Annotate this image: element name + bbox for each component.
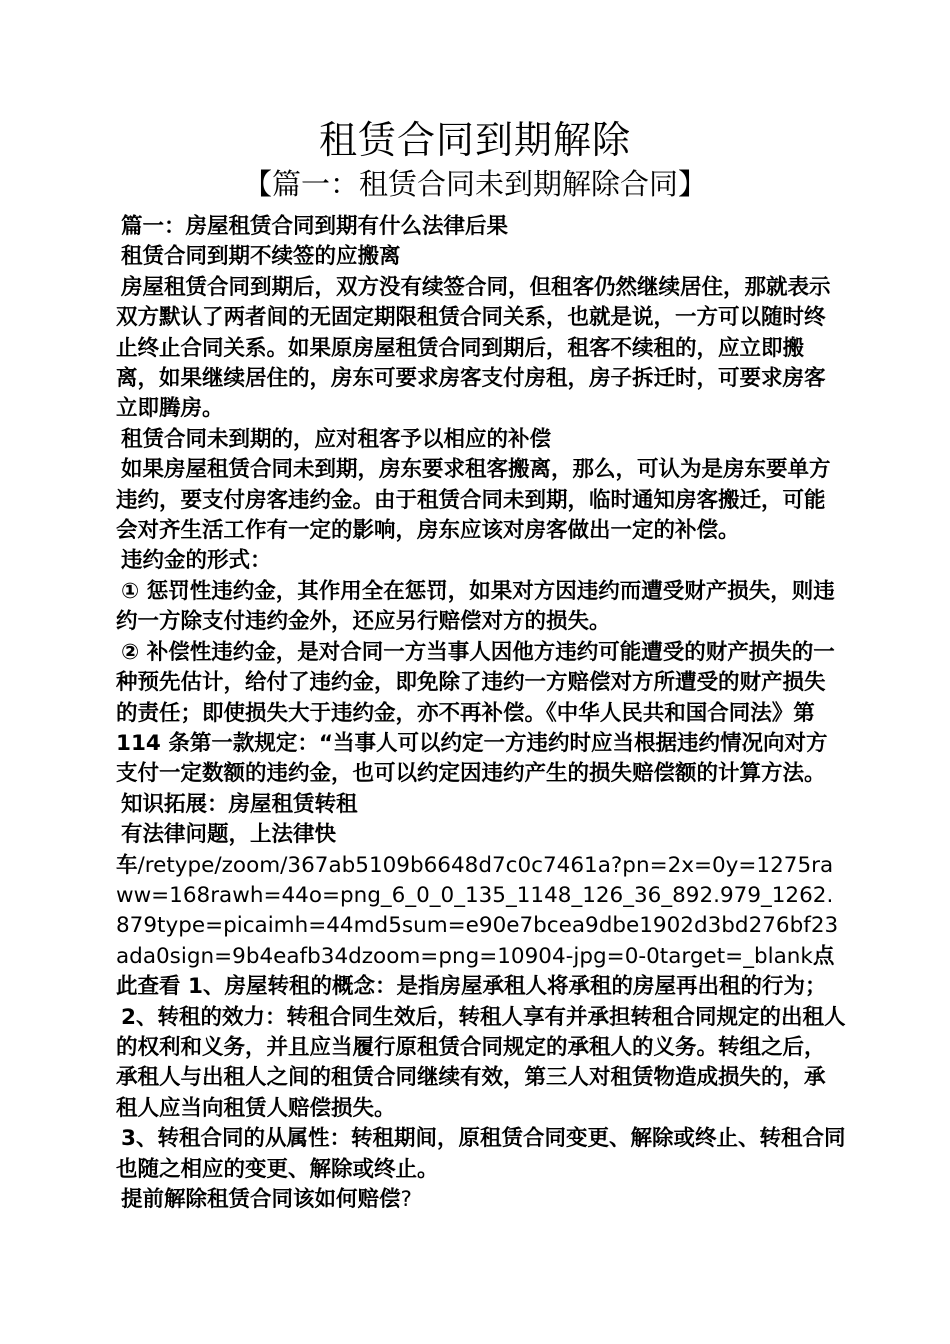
paragraph-early-termination — [116, 455, 846, 546]
document-subtitle: 【篇一：租赁合同未到期解除合同】 — [242, 167, 707, 201]
document-title: 租赁合同到期解除 — [318, 118, 631, 162]
question-mark: ? — [400, 1187, 412, 1212]
paragraph-text: 房屋租赁合同到期后，双方没有续签合同，但租客仍然继续居住，那就表示双方默认了两者间的无固定期限租赁合同关系，也就是说，一方可以随时终止终止合同关系。如果原房屋租赁合同到期后，租客不续租的，应立即搬离，如果继续居住的，房东可要求房客支付房租，房子拆迁时，可要求房客立即腾房。 — [116, 274, 831, 422]
section-heading-expired-move-out: 租赁合同到期不续签的应搬离 — [121, 244, 401, 270]
paragraph-lead-char: 车 — [116, 852, 138, 878]
section-heading-legal-consequences: 篇一：房屋租赁合同到期有什么法律后果 — [121, 214, 509, 239]
paragraph-text: 3、转租合同的从属性：转租期间，原租赁合同变更、解除或终止、转租合同也随之相应的变更、解除或终止。 — [116, 1126, 846, 1182]
paragraph-text: ② 补偿性违约金，是对合同一方当事人因他方违约可能遭受的财产损失的一种预先估计，给付了违约金，即免除了违约一方赔偿对方所遭受的财产损失的责任；即使损失大于违约金，亦不再补偿。《中华人民共和国合同法》第 114 条第一款规定：“当事人可以约定一方违约时应当根据违约情况向对方支付一定数额的违约金，也可以约定因违约产生的损失赔偿额的计算方法。 — [116, 639, 835, 787]
paragraph-sublease-concept — [116, 820, 846, 1002]
paragraph-punitive-penalty — [116, 577, 846, 638]
paragraph-expired-contract — [116, 273, 846, 425]
paragraph-text: 点此查看 1、房屋转租的概念：是指房屋承租人将承租的房屋再出租的行为； — [116, 943, 835, 1000]
section-heading-penalty-forms: 违约金的形式： — [121, 548, 272, 574]
paragraph-text: 如果房屋租赁合同未到期，房东要求租客搬离，那么，可认为是房东要单方违约，要支付房客违约金。由于租赁合同未到期，临时通知房客搬迁，可能会对齐生活工作有一定的影响，房东应该对房客做出一定的补偿。 — [116, 457, 831, 544]
embedded-url-text: /retype/zoom/367ab5109b6648d7c0c7461a?pn=2x=0y=1275raww=168rawh=44o=png_6_0_0_135_1148_126_36_892.979_1262.879type=picaimh=44md5sum=e90e7bcea9dbe1902d3bd276bf23ada0sign=9b4eafb34dzoom=png=10904-jpg=0-0target=_blank — [116, 852, 839, 969]
document-body — [116, 212, 846, 1215]
section-heading-sublease: 知识拓展：房屋租赁转租 — [121, 791, 358, 817]
paragraph-text: ① 惩罚性违约金，其作用全在惩罚，如果对方因违约而遭受财产损失，则违约一方除支付违约金外，还应另行赔偿对方的损失。 — [116, 578, 835, 635]
paragraph-lead-text: 有法律问题，上法律快 — [121, 822, 337, 848]
heading-text: 提前解除租赁合同该如何赔偿 — [121, 1187, 401, 1212]
paragraph-sublease-subordination — [116, 1124, 846, 1185]
section-heading-compensation: 租赁合同未到期的，应对租客予以相应的补偿 — [121, 426, 552, 452]
paragraph-sublease-effect — [116, 1003, 846, 1125]
paragraph-compensatory-penalty — [116, 638, 846, 790]
paragraph-text: 2、转租的效力：转租合同生效后，转租人享有并承担转租合同规定的出租人的权利和义务，并且应当履行原租赁合同规定的承租人的义务。转组之后，承租人与出租人之间的租赁合同继续有效，第三人对租赁物造成损失的，承租人应当向租赁人赔偿损失。 — [116, 1004, 846, 1121]
section-heading-early-termination-compensation — [116, 1185, 846, 1215]
